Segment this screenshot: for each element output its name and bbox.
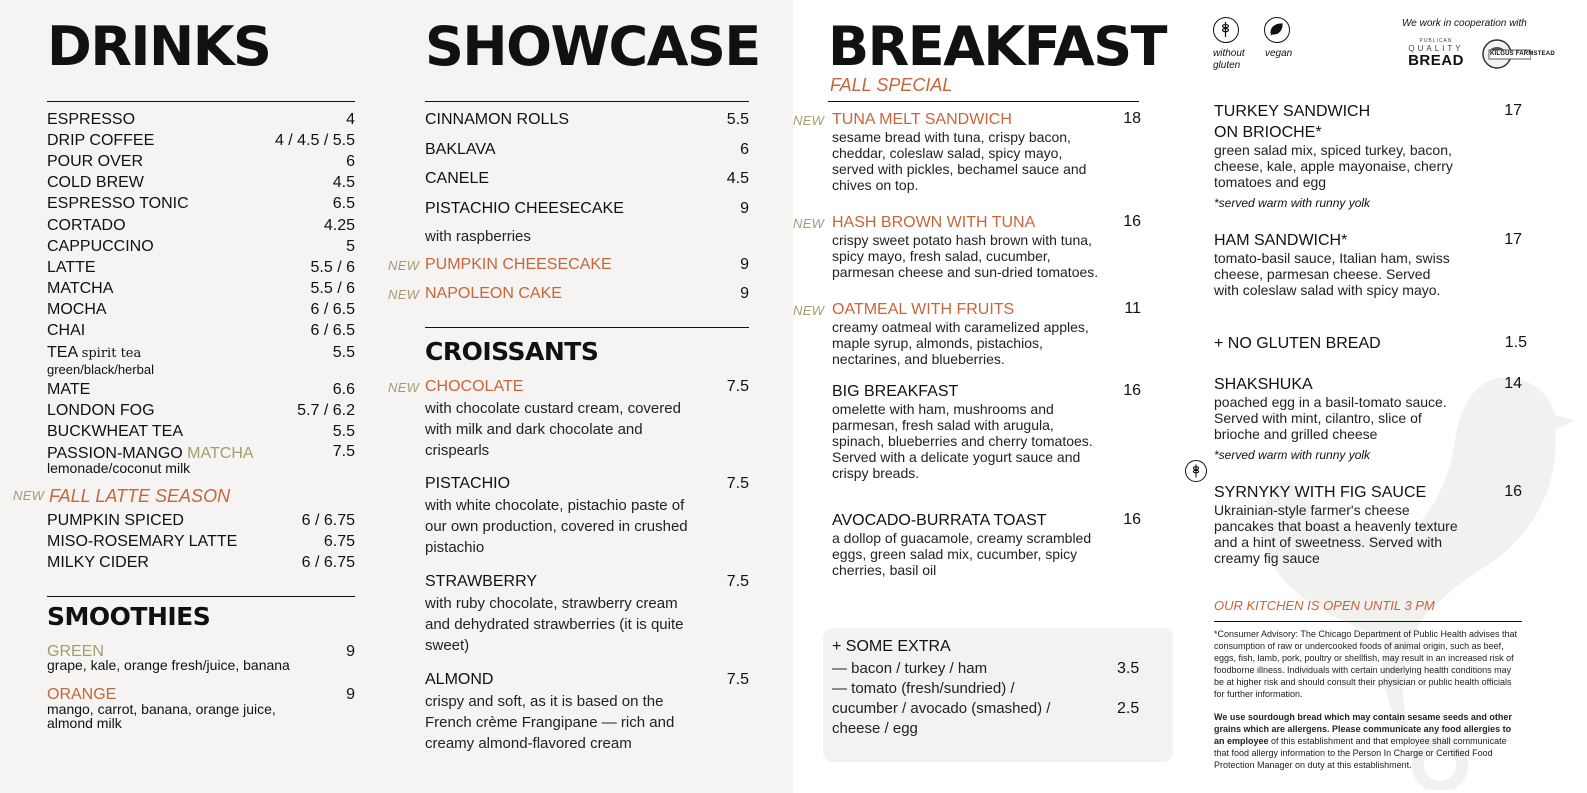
item-name: TURKEY SANDWICH [1214, 103, 1371, 120]
item-price: 5 [346, 237, 355, 255]
item-desc: creamy oatmeal with caramelized apples, maple syrup, almonds, pistachios, nectarines, and blueberries. [832, 319, 1089, 367]
item-desc: tomato-basil sauce, Italian ham, swiss cheese, parmesan cheese. Served with coleslaw salad with spicy mayo. [1214, 250, 1450, 298]
item-price: 6 / 6.5 [310, 300, 355, 318]
item-price: 14 [1504, 375, 1522, 392]
item-name: CORTADO [47, 216, 126, 234]
list-item [425, 198, 749, 219]
item-price: 4 [346, 111, 355, 128]
extras-line: cucumber / avocado (smashed) / [832, 700, 1051, 717]
no-gluten-icon [1213, 17, 1239, 43]
list-item [425, 669, 749, 690]
list-item [47, 236, 355, 257]
item-sub: lemonade/coconut milk [47, 460, 191, 476]
item-name: ESPRESSO TONIC [47, 195, 189, 213]
item-price: 9 [346, 686, 355, 703]
item-price: 16 [1504, 483, 1522, 500]
item-desc: with white chocolate, pistachio paste of our own production, covered in crushed pistachio [425, 497, 688, 556]
brand-name: spirit tea [81, 346, 142, 361]
list-item [47, 172, 355, 193]
item-name: NAPOLEON CAKE [425, 285, 562, 302]
new-badge: NEW [388, 380, 420, 395]
item-name: ORANGE [47, 686, 117, 703]
item-name: + NO GLUTEN BREAD [1214, 335, 1381, 352]
list-item [425, 376, 749, 397]
logo-text: BREAD [1408, 52, 1464, 69]
item-name: ALMOND [425, 671, 494, 688]
divider [1214, 621, 1522, 622]
extras-line: cheese / egg [832, 720, 918, 737]
item-price: 5.7 / 6.2 [297, 402, 355, 420]
divider [425, 101, 749, 102]
item-price: 6 [346, 153, 355, 171]
smoothies-title: SMOOTHIES [47, 602, 211, 631]
item-name: MISO-ROSEMARY LATTE [47, 533, 238, 551]
logo-text: KILGUS FARMSTEAD [1490, 51, 1555, 57]
no-gluten-icon [1185, 460, 1207, 482]
new-badge: NEW [388, 287, 420, 302]
item-name: CANELE [425, 170, 490, 187]
list-item [425, 168, 749, 189]
item-name: PASSION-MANGO [47, 445, 183, 462]
item-price: 16 [1123, 511, 1141, 528]
item-desc: with chocolate custard cream, covered with milk and dark chocolate and crispearls [425, 400, 681, 459]
item-name: DRIP COFFEE [47, 132, 155, 150]
item-name: ESPRESSO [47, 111, 136, 128]
item-desc: crispy sweet potato hash brown with tuna, spicy mayo, fresh salad, cucumber, parmesan cheese and sun-dried tomatoes. [832, 232, 1099, 280]
item-price: 7.5 [726, 378, 749, 395]
item-price: 6.5 [332, 195, 355, 213]
list-item-tea [47, 342, 355, 364]
list-item [47, 552, 355, 573]
item-desc: grape, kale, orange fresh/juice, banana [47, 657, 290, 673]
divider [47, 596, 355, 597]
new-badge: NEW [793, 216, 825, 231]
vegan-icon [1264, 17, 1290, 43]
item-price: 4.5 [332, 174, 355, 192]
item-price: 16 [1123, 382, 1141, 399]
item-price: 9 [740, 199, 749, 217]
item-name: MATCHA [47, 279, 114, 297]
item-accent: MATCHA [187, 445, 254, 462]
item-price: 6 [740, 140, 749, 158]
item-price: 18 [1123, 110, 1141, 127]
item-name: PISTACHIO CHEESECAKE [425, 199, 624, 217]
list-item [47, 320, 355, 341]
new-badge: NEW [793, 113, 825, 128]
list-item [47, 278, 355, 299]
consumer-advisory: *Consumer Advisory: The Chicago Department of Public Health advises that consumption of raw or undercooked foods of animal origin, such as beef, eggs, fish, lamb, pork, poultry or shellfish, may result in an increased risk of foodborne illness. Individuals with certain underlying health conditions may be at higher risk and should consult their physician or public health officials for further information. [1214, 629, 1517, 699]
item-desc: with ruby chocolate, strawberry cream and dehydrated strawberries (it is quite sweet) [425, 595, 684, 654]
item-name: LONDON FOG [47, 402, 155, 420]
showcase-title: SHOWCASE [425, 15, 760, 78]
kitchen-hours: OUR KITCHEN IS OPEN UNTIL 3 PM [1214, 598, 1435, 613]
extras-price: 2.5 [1117, 700, 1140, 717]
item-name: BIG BREAKFAST [832, 383, 959, 400]
item-price: 6 / 6.5 [310, 322, 355, 339]
extras-line: — bacon / turkey / ham [832, 660, 988, 677]
breakfast-subtitle: FALL SPECIAL [830, 75, 953, 95]
list-item [47, 215, 355, 236]
list-item [425, 139, 749, 160]
item-desc: omelette with ham, mushrooms and parmesan, fresh salad with arugula, spinach, blueberries and cherry tomatoes. Served with a delicate yogurt sauce and crispy breads. [832, 401, 1093, 481]
item-name: POUR OVER [47, 153, 144, 171]
item-price: 5.5 / 6 [310, 258, 355, 276]
list-item [425, 473, 749, 494]
extras-price: 3.5 [1117, 660, 1140, 677]
item-name: SYRNYKY WITH FIG SAUCE [1214, 484, 1427, 501]
item-name: PUMPKIN SPICED [47, 512, 184, 529]
extras-line: — tomato (fresh/sundried) / [832, 680, 1015, 697]
item-price: 5.5 [332, 344, 355, 361]
fall-latte-title: FALL LATTE SEASON [49, 486, 231, 506]
item-price: 5.5 / 6 [310, 279, 355, 297]
breakfast-title: BREAKFAST [828, 15, 1166, 78]
list-item-pumpkin-cheesecake [425, 254, 749, 275]
item-name: OATMEAL WITH FRUITS [832, 301, 1015, 318]
no-gluten-label: without gluten [1213, 48, 1245, 71]
item-price: 9 [740, 256, 749, 273]
item-note: *served warm with runny yolk [1214, 448, 1371, 462]
list-item [47, 510, 355, 531]
item-name: TUNA MELT SANDWICH [832, 111, 1012, 128]
list-item [47, 257, 355, 278]
item-price: 7.5 [726, 671, 749, 688]
item-desc: Ukrainian-style farmer's cheese pancakes that boast a heavenly texture and a hint of sweetness. Served with creamy fig sauce [1214, 502, 1458, 566]
item-name: MILKY CIDER [47, 554, 149, 572]
item-name: HAM SANDWICH* [1214, 232, 1348, 249]
item-price: 5.5 [726, 111, 749, 128]
item-name: SHAKSHUKA [1214, 376, 1313, 393]
divider [425, 327, 749, 328]
item-name: STRAWBERRY [425, 573, 538, 590]
list-item [425, 571, 749, 592]
divider [828, 101, 1139, 102]
item-desc: sesame bread with tuna, crispy bacon, cheddar, coleslaw salad, spicy mayo, served with pickles, bechamel sauce and chives on top. [832, 129, 1087, 193]
list-item [425, 109, 749, 130]
item-price: 4.5 [726, 170, 749, 187]
extras-title: + SOME EXTRA [832, 638, 951, 655]
kilgus-logo [1481, 37, 1555, 71]
item-sub: green/black/herbal [47, 362, 154, 377]
item-price: 4 / 4.5 / 5.5 [274, 132, 355, 150]
drinks-title: DRINKS [47, 15, 271, 78]
item-name: HASH BROWN WITH TUNA [832, 214, 1036, 231]
quality-bread-logo [1406, 38, 1466, 68]
item-name: BAKLAVA [425, 140, 496, 158]
item-price: 16 [1123, 213, 1141, 230]
list-item [47, 400, 355, 421]
vegan-label: vegan [1265, 48, 1293, 59]
list-item [47, 109, 355, 130]
item-name: GREEN [47, 643, 104, 660]
list-item [47, 130, 355, 151]
item-price: 7.5 [726, 475, 749, 492]
croissants-title: CROISSANTS [425, 337, 599, 366]
item-price: 7.5 [726, 573, 749, 590]
item-desc: mango, carrot, banana, orange juice, almond milk [47, 701, 276, 731]
item-price: 6 / 6.75 [301, 512, 355, 529]
logo-text: PUBLICAN [1419, 38, 1453, 44]
item-name: BUCKWHEAT TEA [47, 423, 184, 441]
list-item-napoleon [425, 283, 749, 304]
new-badge: NEW [13, 488, 45, 503]
item-price: 11 [1124, 300, 1141, 317]
item-name: AVOCADO-BURRATA TOAST [832, 512, 1047, 529]
new-badge: NEW [388, 258, 420, 273]
item-desc: green salad mix, spiced turkey, bacon, cheese, kale, apple mayonaise, cherry tomatoes and egg [1214, 142, 1453, 190]
logo-text: QUALITY [1408, 44, 1464, 53]
item-desc: poached egg in a basil-tomato sauce. Served with mint, cilantro, slice of brioche and grilled cheese [1214, 394, 1447, 442]
item-name: CINNAMON ROLLS [425, 111, 570, 128]
item-desc: crispy and soft, as it is based on the French crème Frangipane — rich and creamy almond-flavored cream [425, 693, 675, 752]
list-item [47, 531, 355, 552]
item-price: 7.5 [332, 443, 355, 460]
item-name: PUMPKIN CHEESECAKE [425, 256, 612, 273]
divider [47, 101, 355, 102]
item-name: TEA [47, 344, 78, 361]
cooperation-text: We work in cooperation with [1402, 18, 1527, 29]
item-price: 5.5 [332, 423, 355, 441]
item-price: 1.5 [1504, 334, 1527, 351]
list-item [47, 379, 355, 400]
item-price: 9 [740, 285, 749, 302]
list-item [47, 299, 355, 320]
item-price: 4.25 [323, 216, 355, 234]
item-name: CAPPUCCINO [47, 237, 154, 255]
item-price: 6.75 [323, 533, 355, 551]
item-name: MATE [47, 381, 91, 398]
item-name: MOCHA [47, 300, 107, 318]
list-item [47, 151, 355, 172]
list-item [47, 193, 355, 214]
item-price: 9 [346, 643, 355, 660]
item-name: PISTACHIO [425, 475, 511, 492]
allergy-bold: We use sourdough bread which may contain sesame seeds and other grains which are allergens [1214, 712, 1512, 734]
item-price: 6 / 6.75 [301, 554, 355, 572]
allergy-bold: . Please communicate any food allergies to an employee [1214, 724, 1512, 746]
item-price: 6.6 [332, 381, 355, 398]
item-name-2: ON BRIOCHE* [1214, 124, 1322, 141]
item-name: COLD BREW [47, 174, 144, 192]
item-name: CHOCOLATE [425, 378, 524, 395]
allergy-text: of this establishment and that employee shall communicate that food allergy information to the Person In Charge or Certified Food Protection Manager on duty at this establishment. [1214, 736, 1507, 770]
item-name: LATTE [47, 258, 96, 276]
item-price: 17 [1504, 231, 1522, 248]
item-desc: a dollop of guacamole, creamy scrambled eggs, green salad mix, cucumber, spicy cherries, basil oil [832, 530, 1092, 578]
item-note: *served warm with runny yolk [1214, 196, 1371, 210]
list-item [47, 421, 355, 442]
item-name: CHAI [47, 322, 86, 339]
new-badge: NEW [793, 303, 825, 318]
item-price: 17 [1504, 102, 1522, 119]
item-sub: with raspberries [425, 228, 531, 245]
allergy-notice [1214, 711, 1522, 771]
